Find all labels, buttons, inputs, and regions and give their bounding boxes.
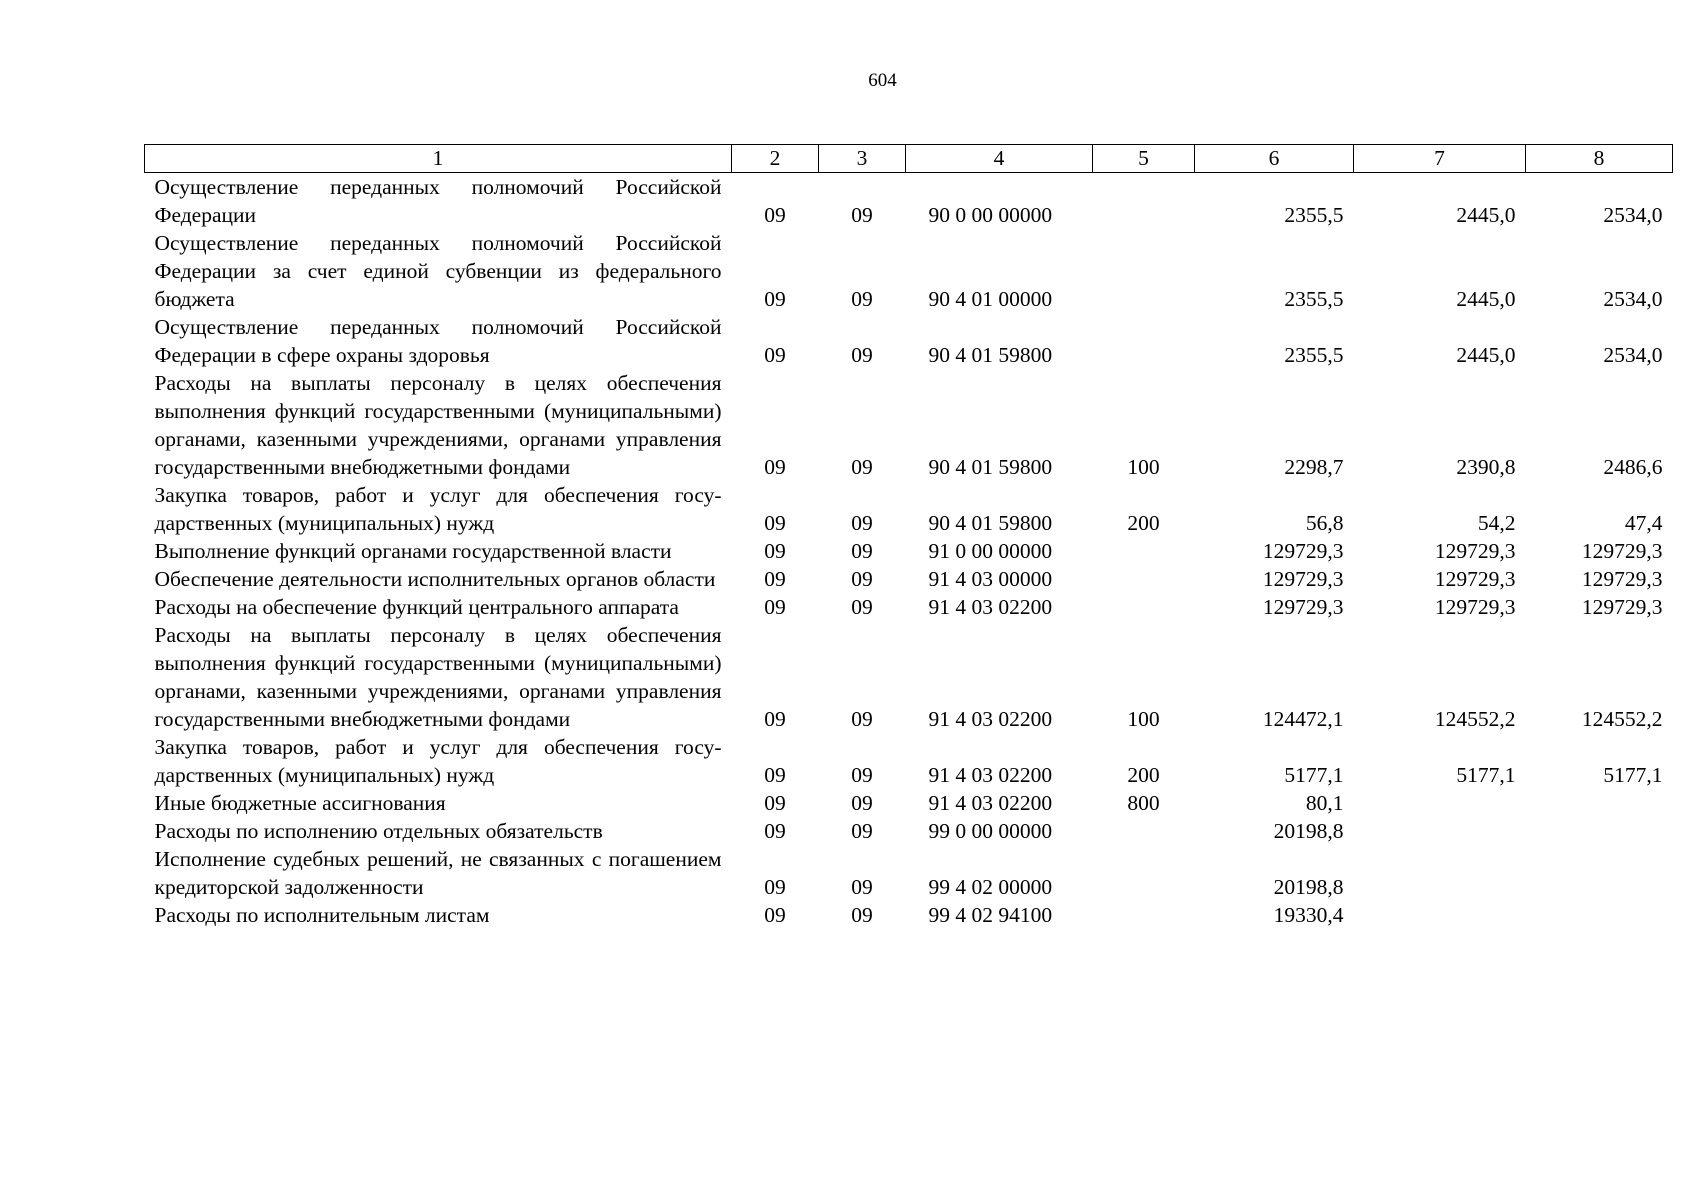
- row-amount-col8-cell: 129729,3: [1581, 567, 1663, 591]
- row-subsection-cell: 09: [851, 287, 873, 311]
- row-target-article-cell: 90 0 00 00000: [928, 203, 1053, 227]
- table-row: [145, 369, 1673, 481]
- row-expense-type-cell: [1093, 537, 1195, 565]
- page-number: 604: [868, 70, 897, 91]
- row-expense-type-cell: [1093, 229, 1195, 313]
- row-amount-col6-cell: 19330,4: [1273, 903, 1344, 927]
- row-name-cell: Выполнение функций органами государственной власти: [154, 539, 672, 563]
- table-row: [145, 481, 1673, 537]
- table-row: [145, 537, 1673, 565]
- row-name-cell: Иные бюджетные ассигнования: [154, 791, 446, 815]
- row-amount-col6-cell: 2298,7: [1284, 455, 1344, 479]
- table-row: [145, 901, 1673, 929]
- row-expense-type-cell: 800: [1127, 791, 1160, 815]
- row-expense-type-cell: [1093, 313, 1195, 369]
- row-name-cell: Осуществление переданных полномочий Российской Федерации в сфере охраны здоровья: [154, 315, 722, 367]
- row-amount-col6-cell: 124472,1: [1262, 707, 1344, 731]
- column-header: 5: [1093, 145, 1195, 173]
- row-amount-col7-cell: [1354, 901, 1526, 929]
- row-subsection-cell: 09: [851, 343, 873, 367]
- row-target-article-cell: 91 4 03 02200: [928, 791, 1053, 815]
- row-amount-col7-cell: 124552,2: [1434, 707, 1516, 731]
- row-amount-col6-cell: 56,8: [1305, 511, 1344, 535]
- row-name-cell: Закупка товаров, работ и услуг для обеспечения государственных (муниципальных) нужд: [154, 483, 722, 535]
- row-section-cell: 09: [764, 595, 786, 619]
- table-row: [145, 565, 1673, 593]
- row-subsection-cell: 09: [851, 595, 873, 619]
- row-section-cell: 09: [764, 763, 786, 787]
- row-section-cell: 09: [764, 791, 786, 815]
- row-subsection-cell: 09: [851, 707, 873, 731]
- row-section-cell: 09: [764, 539, 786, 563]
- row-amount-col8-cell: 2534,0: [1603, 287, 1663, 311]
- budget-table: [144, 144, 1673, 929]
- row-name-cell: Осуществление переданных полномочий Российской Федерации: [154, 175, 722, 227]
- row-section-cell: 09: [764, 707, 786, 731]
- row-amount-col7-cell: 54,2: [1477, 511, 1516, 535]
- row-subsection-cell: 09: [851, 455, 873, 479]
- row-subsection-cell: 09: [851, 903, 873, 927]
- table-row: [145, 173, 1673, 230]
- row-amount-col8-cell: 2534,0: [1603, 343, 1663, 367]
- row-expense-type-cell: 100: [1127, 707, 1160, 731]
- row-section-cell: 09: [764, 819, 786, 843]
- row-expense-type-cell: [1093, 901, 1195, 929]
- row-expense-type-cell: [1093, 845, 1195, 901]
- row-name-cell: Расходы на выплаты персоналу в целях обеспечения выполнения функций государственными (муниципальными) органами, казенными учреждениями, органами управления государственными внебюджетными фондами: [154, 371, 722, 479]
- row-target-article-cell: 91 4 03 00000: [928, 567, 1053, 591]
- row-amount-col6-cell: 20198,8: [1273, 819, 1344, 843]
- row-name-cell: Закупка товаров, работ и услуг для обеспечения государственных (муниципальных) нужд: [154, 735, 722, 787]
- table-row: [145, 817, 1673, 845]
- row-amount-col6-cell: 129729,3: [1262, 595, 1344, 619]
- row-expense-type-cell: 200: [1127, 511, 1160, 535]
- table-row: [145, 621, 1673, 733]
- row-amount-col8-cell: 129729,3: [1581, 539, 1663, 563]
- budget-table-container: [144, 144, 1672, 929]
- row-amount-col8-cell: [1526, 817, 1673, 845]
- row-amount-col7-cell: 2445,0: [1456, 287, 1516, 311]
- column-header: 2: [732, 145, 819, 173]
- row-subsection-cell: 09: [851, 875, 873, 899]
- table-row: [145, 313, 1673, 369]
- row-amount-col6-cell: 129729,3: [1262, 567, 1344, 591]
- row-target-article-cell: 90 4 01 00000: [928, 287, 1053, 311]
- row-section-cell: 09: [764, 511, 786, 535]
- row-amount-col7-cell: 2445,0: [1456, 343, 1516, 367]
- row-expense-type-cell: [1093, 565, 1195, 593]
- row-name-cell: Осуществление переданных полномочий Российской Федерации за счет единой субвенции из федерального бюджета: [154, 231, 722, 311]
- row-subsection-cell: 09: [851, 203, 873, 227]
- row-target-article-cell: 90 4 01 59800: [928, 343, 1053, 367]
- row-amount-col6-cell: 2355,5: [1284, 343, 1344, 367]
- row-section-cell: 09: [764, 903, 786, 927]
- column-header: 8: [1526, 145, 1673, 173]
- row-amount-col6-cell: 80,1: [1305, 791, 1344, 815]
- row-target-article-cell: 90 4 01 59800: [928, 455, 1053, 479]
- row-target-article-cell: 91 4 03 02200: [928, 707, 1053, 731]
- table-row: [145, 229, 1673, 313]
- row-name-cell: Расходы по исполнению отдельных обязательств: [154, 819, 603, 843]
- row-subsection-cell: 09: [851, 567, 873, 591]
- row-target-article-cell: 99 4 02 00000: [928, 875, 1053, 899]
- row-amount-col6-cell: 129729,3: [1262, 539, 1344, 563]
- row-expense-type-cell: [1093, 593, 1195, 621]
- row-expense-type-cell: 200: [1127, 763, 1160, 787]
- table-row: [145, 845, 1673, 901]
- row-target-article-cell: 90 4 01 59800: [928, 511, 1053, 535]
- row-amount-col8-cell: [1526, 901, 1673, 929]
- row-section-cell: 09: [764, 455, 786, 479]
- row-amount-col6-cell: 2355,5: [1284, 287, 1344, 311]
- row-name-cell: Исполнение судебных решений, не связанных с погашением кредиторской задолженности: [154, 847, 722, 899]
- row-amount-col8-cell: 129729,3: [1581, 595, 1663, 619]
- row-name-cell: Расходы на выплаты персоналу в целях обеспечения выполнения функций государственными (муниципальными) органами, казенными учреждениями, органами управления государственными внебюджетными фондами: [154, 623, 722, 731]
- row-amount-col8-cell: [1526, 845, 1673, 901]
- row-amount-col7-cell: 129729,3: [1434, 567, 1516, 591]
- row-amount-col7-cell: 2445,0: [1456, 203, 1516, 227]
- column-number-row: [145, 145, 1673, 173]
- row-section-cell: 09: [764, 343, 786, 367]
- row-section-cell: 09: [764, 203, 786, 227]
- row-amount-col8-cell: 2534,0: [1603, 203, 1663, 227]
- row-amount-col6-cell: 5177,1: [1284, 763, 1344, 787]
- column-header: 6: [1195, 145, 1354, 173]
- row-target-article-cell: 99 4 02 94100: [928, 903, 1053, 927]
- row-amount-col8-cell: 124552,2: [1581, 707, 1663, 731]
- table-row: [145, 733, 1673, 789]
- row-section-cell: 09: [764, 567, 786, 591]
- row-amount-col6-cell: 2355,5: [1284, 203, 1344, 227]
- row-subsection-cell: 09: [851, 539, 873, 563]
- column-header: 3: [819, 145, 906, 173]
- row-amount-col6-cell: 20198,8: [1273, 875, 1344, 899]
- row-section-cell: 09: [764, 287, 786, 311]
- row-amount-col7-cell: 5177,1: [1456, 763, 1516, 787]
- column-header: 7: [1354, 145, 1526, 173]
- table-body: [145, 173, 1673, 930]
- row-subsection-cell: 09: [851, 763, 873, 787]
- row-amount-col7-cell: 129729,3: [1434, 539, 1516, 563]
- row-name-cell: Расходы на обеспечение функций центрального аппарата: [154, 595, 679, 619]
- column-header: 4: [906, 145, 1093, 173]
- row-amount-col8-cell: 2486,6: [1603, 455, 1663, 479]
- row-subsection-cell: 09: [851, 819, 873, 843]
- row-amount-col7-cell: 129729,3: [1434, 595, 1516, 619]
- row-amount-col8-cell: [1526, 789, 1673, 817]
- row-amount-col7-cell: [1354, 845, 1526, 901]
- row-section-cell: 09: [764, 875, 786, 899]
- row-target-article-cell: 91 0 00 00000: [928, 539, 1053, 563]
- table-row: [145, 789, 1673, 817]
- row-target-article-cell: 99 0 00 00000: [928, 819, 1053, 843]
- row-name-cell: Расходы по исполнительным листам: [154, 903, 490, 927]
- row-subsection-cell: 09: [851, 791, 873, 815]
- row-amount-col7-cell: 2390,8: [1456, 455, 1516, 479]
- row-target-article-cell: 91 4 03 02200: [928, 763, 1053, 787]
- row-amount-col7-cell: [1354, 817, 1526, 845]
- row-subsection-cell: 09: [851, 511, 873, 535]
- row-expense-type-cell: [1093, 817, 1195, 845]
- row-amount-col8-cell: 47,4: [1624, 511, 1663, 535]
- row-expense-type-cell: 100: [1127, 455, 1160, 479]
- row-target-article-cell: 91 4 03 02200: [928, 595, 1053, 619]
- row-expense-type-cell: [1093, 173, 1195, 230]
- table-row: [145, 593, 1673, 621]
- row-amount-col8-cell: 5177,1: [1603, 763, 1663, 787]
- column-header: 1: [145, 145, 732, 173]
- row-amount-col7-cell: [1354, 789, 1526, 817]
- row-name-cell: Обеспечение деятельности исполнительных органов области: [154, 567, 716, 591]
